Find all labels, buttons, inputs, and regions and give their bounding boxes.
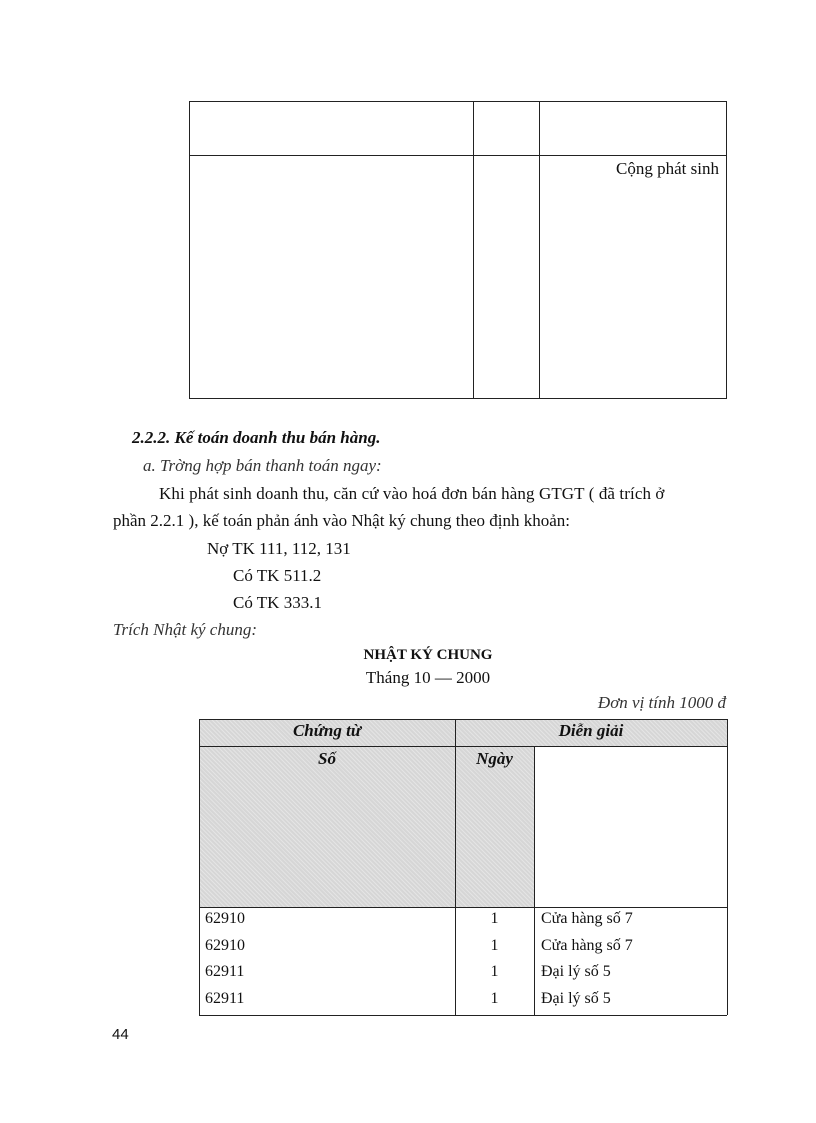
ledger-col-divider — [473, 101, 474, 399]
cell-ngay: 1 — [490, 937, 499, 954]
cell-ngay: 1 — [490, 910, 499, 927]
journal-body-divider — [199, 907, 727, 908]
section-heading: 2.2.2. Kế toán doanh thu bán hàng. — [132, 428, 381, 447]
subsection-heading: a. Trờng hợp bán thanh toán ngay: — [143, 456, 382, 475]
entry-credit-1: Có TK 511.2 — [233, 566, 322, 585]
total-label: Cộng phát sinh — [616, 159, 719, 178]
ledger-col-divider — [539, 101, 540, 399]
cell-so: 62910 — [205, 910, 245, 927]
journal-title: NHẬT KÝ CHUNG — [363, 647, 493, 663]
journal-period: Tháng 10 — 2000 — [365, 668, 491, 687]
cell-so: 62911 — [205, 963, 245, 980]
journal-border-right — [727, 719, 728, 1015]
header-chung-tu: Chứng từ — [292, 721, 362, 740]
ledger-row-divider — [189, 155, 727, 156]
paragraph-line-1: Khi phát sinh doanh thu, căn cứ vào hoá đơn bán hàng GTGT ( đã trích ở — [159, 484, 665, 503]
cell-ngay: 1 — [490, 963, 499, 980]
entry-debit: Nợ TK 111, 112, 131 — [207, 539, 351, 558]
paragraph-line-2: phần 2.2.1 ), kế toán phản ánh vào Nhật ký chung theo định khoản: — [113, 511, 571, 530]
journal-border-top — [199, 719, 727, 720]
journal-border-bottom — [199, 1015, 727, 1016]
header-dien-giai: Diễn giải — [558, 721, 624, 740]
entry-credit-2: Có TK 333.1 — [233, 593, 322, 612]
cell-dien-giai: Cửa hàng số 7 — [541, 910, 633, 927]
cell-ngay: 1 — [490, 990, 499, 1007]
subheader-shade — [199, 746, 534, 907]
unit-label: Đơn vị tính 1000 đ — [597, 693, 726, 712]
cell-so: 62911 — [205, 990, 245, 1007]
journal-header-divider — [199, 746, 727, 747]
ledger-table-continuation — [189, 101, 727, 399]
page-number: 44 — [112, 1026, 129, 1043]
cell-dien-giai: Đại lý số 5 — [541, 963, 611, 980]
cell-dien-giai: Cửa hàng số 7 — [541, 937, 633, 954]
journal-col-divider — [534, 746, 535, 1015]
extract-label: Trích Nhật ký chung: — [113, 620, 258, 639]
cell-so: 62910 — [205, 937, 245, 954]
cell-dien-giai: Đại lý số 5 — [541, 990, 611, 1007]
header-so: Số — [318, 749, 336, 768]
header-ngay: Ngày — [476, 749, 513, 768]
